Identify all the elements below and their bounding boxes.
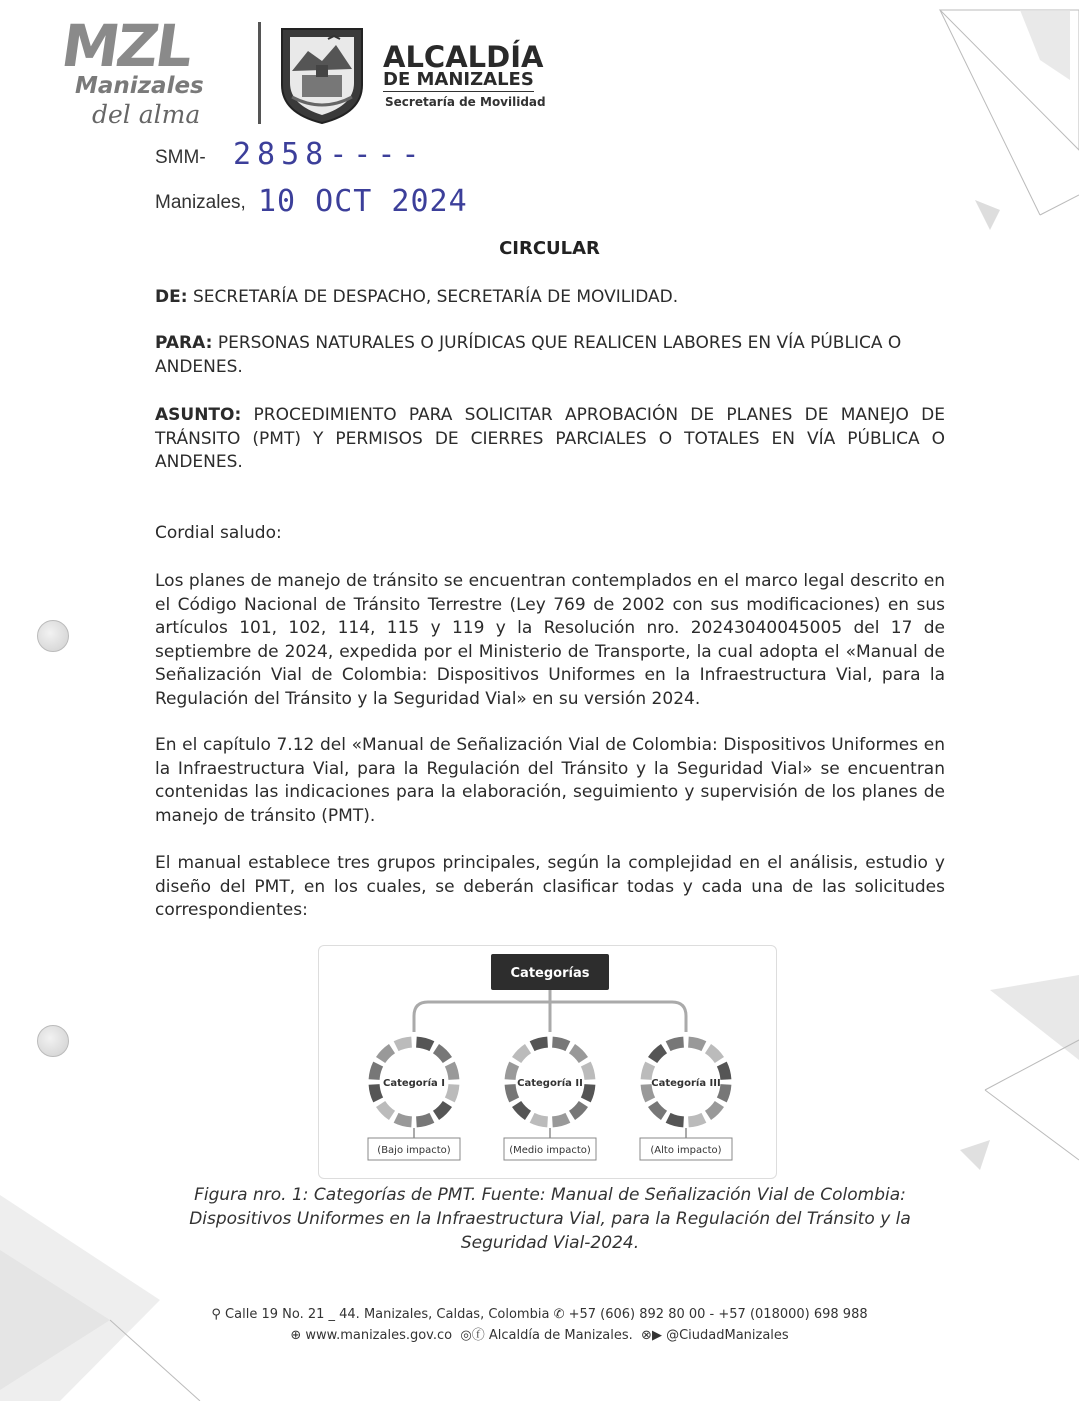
de-label: DE: — [155, 287, 188, 307]
ring-segment — [374, 1064, 378, 1080]
ring-segment — [722, 1084, 726, 1100]
city-label: Manizales, — [155, 192, 246, 213]
impact-label: (Medio impacto) — [509, 1145, 591, 1156]
ring-segment — [688, 1118, 704, 1122]
ring-segment — [436, 1049, 447, 1060]
ring-segment — [532, 1042, 548, 1046]
alcaldia-subtitle: DE MANIZALES — [383, 69, 534, 90]
secretaria-label: Secretaría de Movilidad — [385, 95, 546, 109]
root-label: Categorías — [510, 966, 590, 981]
impact-label: (Bajo impacto) — [377, 1145, 451, 1156]
ring-segment — [586, 1084, 590, 1100]
date-stamp: 10 OCT 2024 — [258, 184, 468, 219]
asunto-text: PROCEDIMIENTO PARA SOLICITAR APROBACIÓN DE PLANES DE MANEJO DE TRÁNSITO (PMT) Y PERMISOS DE CIERRES PARCIALES O TOTALES EN VÍA PÚBLICA O ANDENES. — [155, 405, 945, 472]
footer-line-1 — [0, 1307, 1079, 1322]
footer-address: Calle 19 No. 21 _ 44. Manizales, Caldas, Colombia — [225, 1307, 550, 1322]
footer-social-1[interactable]: Alcaldía de Manizales. — [488, 1328, 633, 1343]
paragraph-legal-framework: Los planes de manejo de tránsito se encuentran contemplados en el marco legal descrito en el Código Nacional de Tránsito Terrestre (Ley 769 de 2002 con sus modificaciones) en sus artículos 101, 102, 114, 115 y 119 y la Resolución nro. 20243040045005 del 17 de septiembre de 2024, expedida por el Ministerio de Transporte, la cual adopta el «Manual de Señalización Vial de Colombia: Dispositivos Uniformes en la Infraestructura Vial, para la Regulación del Tránsito y la Seguridad Vial» en su versión 2024. — [155, 571, 945, 709]
ring-segment — [374, 1084, 378, 1100]
ring-segment — [708, 1049, 719, 1060]
ring-segment — [586, 1064, 590, 1080]
impact-label: (Alto impacto) — [650, 1145, 722, 1156]
alcaldia-title: ALCALDÍA — [383, 40, 544, 74]
ring-segment — [532, 1118, 548, 1122]
categories-figure — [318, 945, 777, 1179]
ring-segment — [396, 1118, 412, 1122]
para-text: PERSONAS NATURALES O JURÍDICAS QUE REALICEN LABORES EN VÍA PÚBLICA O ANDENES. — [155, 333, 902, 377]
city-shield-icon — [278, 25, 366, 125]
paragraph-manual-chapter: En el capítulo 7.12 del «Manual de Señalización Vial de Colombia: Dispositivos Uniformes en la Infraestructura Vial, para la Regulación del Tránsito y la Seguridad Vial» se encuentran contenidas las indicaciones para la elaboración, seguimiento y supervisión de los planes de manejo de tránsito (PMT). — [155, 735, 945, 826]
ring-segment — [381, 1104, 392, 1115]
ring-segment — [688, 1042, 704, 1046]
whatsapp-icon: ✆ — [553, 1307, 565, 1322]
reference-number-stamp: 2858---- — [233, 137, 426, 172]
ring-segment — [668, 1042, 684, 1046]
ring-segment — [552, 1042, 568, 1046]
ring-segment — [510, 1084, 514, 1100]
ring-segment — [450, 1064, 454, 1080]
ring-segment — [396, 1042, 412, 1046]
ring-segment — [416, 1042, 432, 1046]
categories-diagram — [319, 946, 776, 1178]
ring-segment — [708, 1104, 719, 1115]
globe-icon: ⊕ — [290, 1328, 302, 1343]
ring-segment — [517, 1104, 528, 1115]
footer-social-2[interactable]: @CiudadManizales — [666, 1328, 789, 1343]
footer-line-2 — [0, 1324, 1079, 1343]
ring-segment — [646, 1084, 650, 1100]
ring-segment — [450, 1084, 454, 1100]
de-line — [155, 286, 945, 310]
ring-segment — [517, 1049, 528, 1060]
ring-segment — [646, 1064, 650, 1080]
paragraph-categories-intro: El manual establece tres grupos principales, según la complejidad en el análisis, estudio y diseño del PMT, en los cuales, se deberán clasificar todas y cada una de las solicitudes correspondientes: — [155, 853, 945, 920]
category-label: Categoría III — [651, 1078, 721, 1089]
x-youtube-icons: ⊗▶ — [641, 1328, 662, 1343]
ring-segment — [653, 1049, 664, 1060]
ring-segment — [668, 1118, 684, 1122]
ring-segment — [653, 1104, 664, 1115]
para-line — [155, 332, 935, 379]
greeting: Cordial saludo: — [155, 523, 282, 543]
punch-hole — [37, 620, 69, 652]
footer-phone: +57 (606) 892 80 00 - +57 (018000) 698 988 — [568, 1307, 868, 1322]
logo-slogan: del alma — [92, 100, 201, 129]
ring-segment — [572, 1104, 583, 1115]
ring-segment — [416, 1118, 432, 1122]
asunto-line — [155, 404, 945, 475]
ring-segment — [436, 1104, 447, 1115]
ring-segment — [572, 1049, 583, 1060]
manizales-logo-text: Manizales — [75, 73, 204, 99]
footer-website[interactable]: www.manizales.gov.co — [305, 1328, 453, 1343]
document-title: CIRCULAR — [499, 238, 600, 259]
category-node — [640, 1042, 732, 1160]
reference-label: SMM- — [155, 147, 206, 168]
mzl-logo-text: MZL — [57, 12, 195, 80]
ring-segment — [381, 1049, 392, 1060]
location-icon: ⚲ — [211, 1307, 221, 1322]
para-label: PARA: — [155, 333, 213, 353]
category-label: Categoría I — [383, 1078, 445, 1089]
figure-caption: Figura nro. 1: Categorías de PMT. Fuente: Manual de Señalización Vial de Colombia: Dispositivos Uniformes en la Infraestructura Vial, para la Regulación del Tránsito y la Seguridad Vial-2024. — [189, 1185, 911, 1253]
ring-segment — [722, 1064, 726, 1080]
ring-segment — [510, 1064, 514, 1080]
instagram-facebook-icons: ◎ⓕ — [460, 1328, 485, 1343]
ring-segment — [552, 1118, 568, 1122]
asunto-label: ASUNTO: — [155, 405, 242, 425]
de-text: SECRETARÍA DE DESPACHO, SECRETARÍA DE MOVILIDAD. — [192, 287, 679, 307]
punch-hole — [37, 1025, 69, 1057]
category-label: Categoría II — [517, 1078, 583, 1089]
category-node — [368, 1042, 460, 1160]
header-divider — [258, 22, 261, 124]
category-node — [504, 1042, 596, 1160]
